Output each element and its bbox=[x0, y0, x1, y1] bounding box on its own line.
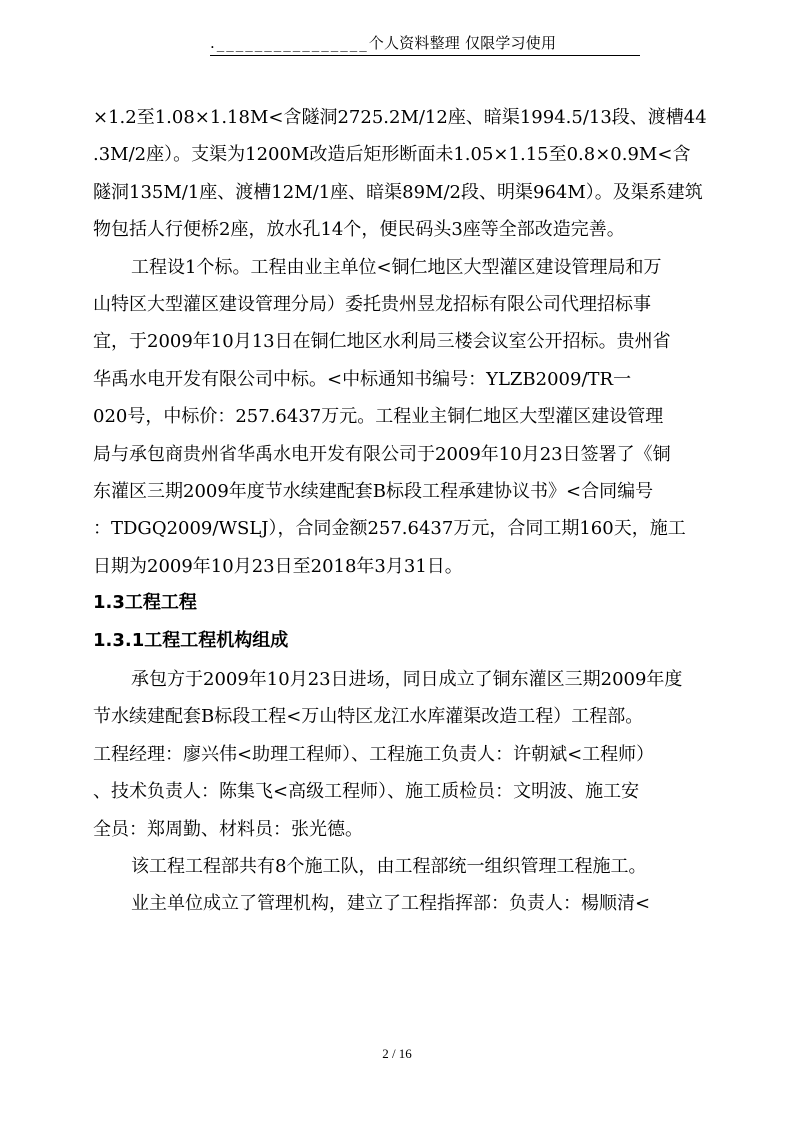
paragraph-tender bbox=[93, 249, 723, 586]
text-line: 物包括人行便桥2座，放水孔14个，便民码头3座等全部改造完善。 bbox=[93, 219, 625, 241]
text-line: 山特区大型灌区建设管理分局）委托贵州昱龙招标有限公司代理招标事 bbox=[93, 293, 651, 315]
text-line: ×1.2至1.08×1.18M<含隧洞2725.2M/12座、暗渠1994.5/13段、渡槽44 bbox=[93, 107, 707, 128]
text-line: 东灌区三期2009年度节水续建配套B标段工程承建协议书》<合同编号 bbox=[93, 480, 654, 502]
text-line: 宜，于2009年10月13日在铜仁地区水利局三楼会议室公开招标。贵州省 bbox=[93, 331, 671, 353]
document-body bbox=[93, 99, 723, 923]
subsection-heading: 1.3.1工程工程机构组成 bbox=[93, 630, 289, 652]
text-line: 该工程工程部共有8个施工队，由工程部统一组织管理工程施工。 bbox=[131, 856, 647, 878]
text-line: .3M/2座）。支渠为1200M改造后矩形断面未1.05×1.15至0.8×0.9M<含 bbox=[93, 144, 691, 166]
header-underline bbox=[210, 55, 640, 56]
page-number: 2 / 16 bbox=[382, 1046, 412, 1061]
paragraph-owner bbox=[93, 885, 723, 922]
text-line: 华禹水电开发有限公司中标。<中标通知书编号：YLZB2009/TR一 bbox=[93, 368, 632, 390]
text-line: 工程经理：廖兴伟<助理工程师）、工程施工负责人：许朝斌<工程师） bbox=[93, 743, 655, 765]
text-line: 节水续建配套B标段工程<万山特区龙江水库灌渠改造工程）工程部。 bbox=[93, 706, 644, 728]
page-header bbox=[210, 32, 640, 58]
text-line: 工程设1个标。工程由业主单位<铜仁地区大型灌区建设管理局和万 bbox=[131, 256, 662, 278]
text-line: 、技术负责人：陈集飞<高级工程师）、施工质检员：文明波、施工安 bbox=[93, 781, 640, 803]
text-line: 020号，中标价：257.6437万元。工程业主铜仁地区大型灌区建设管理 bbox=[93, 406, 664, 428]
text-line: 日期为2009年10月23日至2018年3月31日。 bbox=[93, 555, 463, 577]
text-line: 全员：郑周勤、材料员：张光德。 bbox=[93, 818, 363, 840]
paragraph-teams bbox=[93, 848, 723, 885]
text-line: ：TDGQ2009/WSLJ），合同金额257.6437万元，合同工期160天，施工 bbox=[93, 518, 686, 540]
paragraph-organization bbox=[93, 661, 723, 848]
text-line: 业主单位成立了管理机构，建立了工程指挥部：负责人：楊顺清< bbox=[131, 893, 651, 915]
header-title: 个人资料整理 仅限学习使用 bbox=[368, 34, 557, 52]
text-line: 隧洞135M/1座、渡槽12M/1座、暗渠89M/2段、明渠964M）。及渠系建筑 bbox=[93, 181, 703, 203]
paragraph-dimensions bbox=[93, 99, 723, 249]
header-dashes: .________________ bbox=[210, 34, 369, 52]
section-heading: 1.3工程工程 bbox=[93, 592, 197, 614]
text-line: 局与承包商贵州省华禹水电开发有限公司于2009年10月23日签署了《铜 bbox=[93, 443, 671, 465]
text-line: 承包方于2009年10月23日进场，同日成立了铜东灌区三期2009年度 bbox=[131, 669, 683, 691]
